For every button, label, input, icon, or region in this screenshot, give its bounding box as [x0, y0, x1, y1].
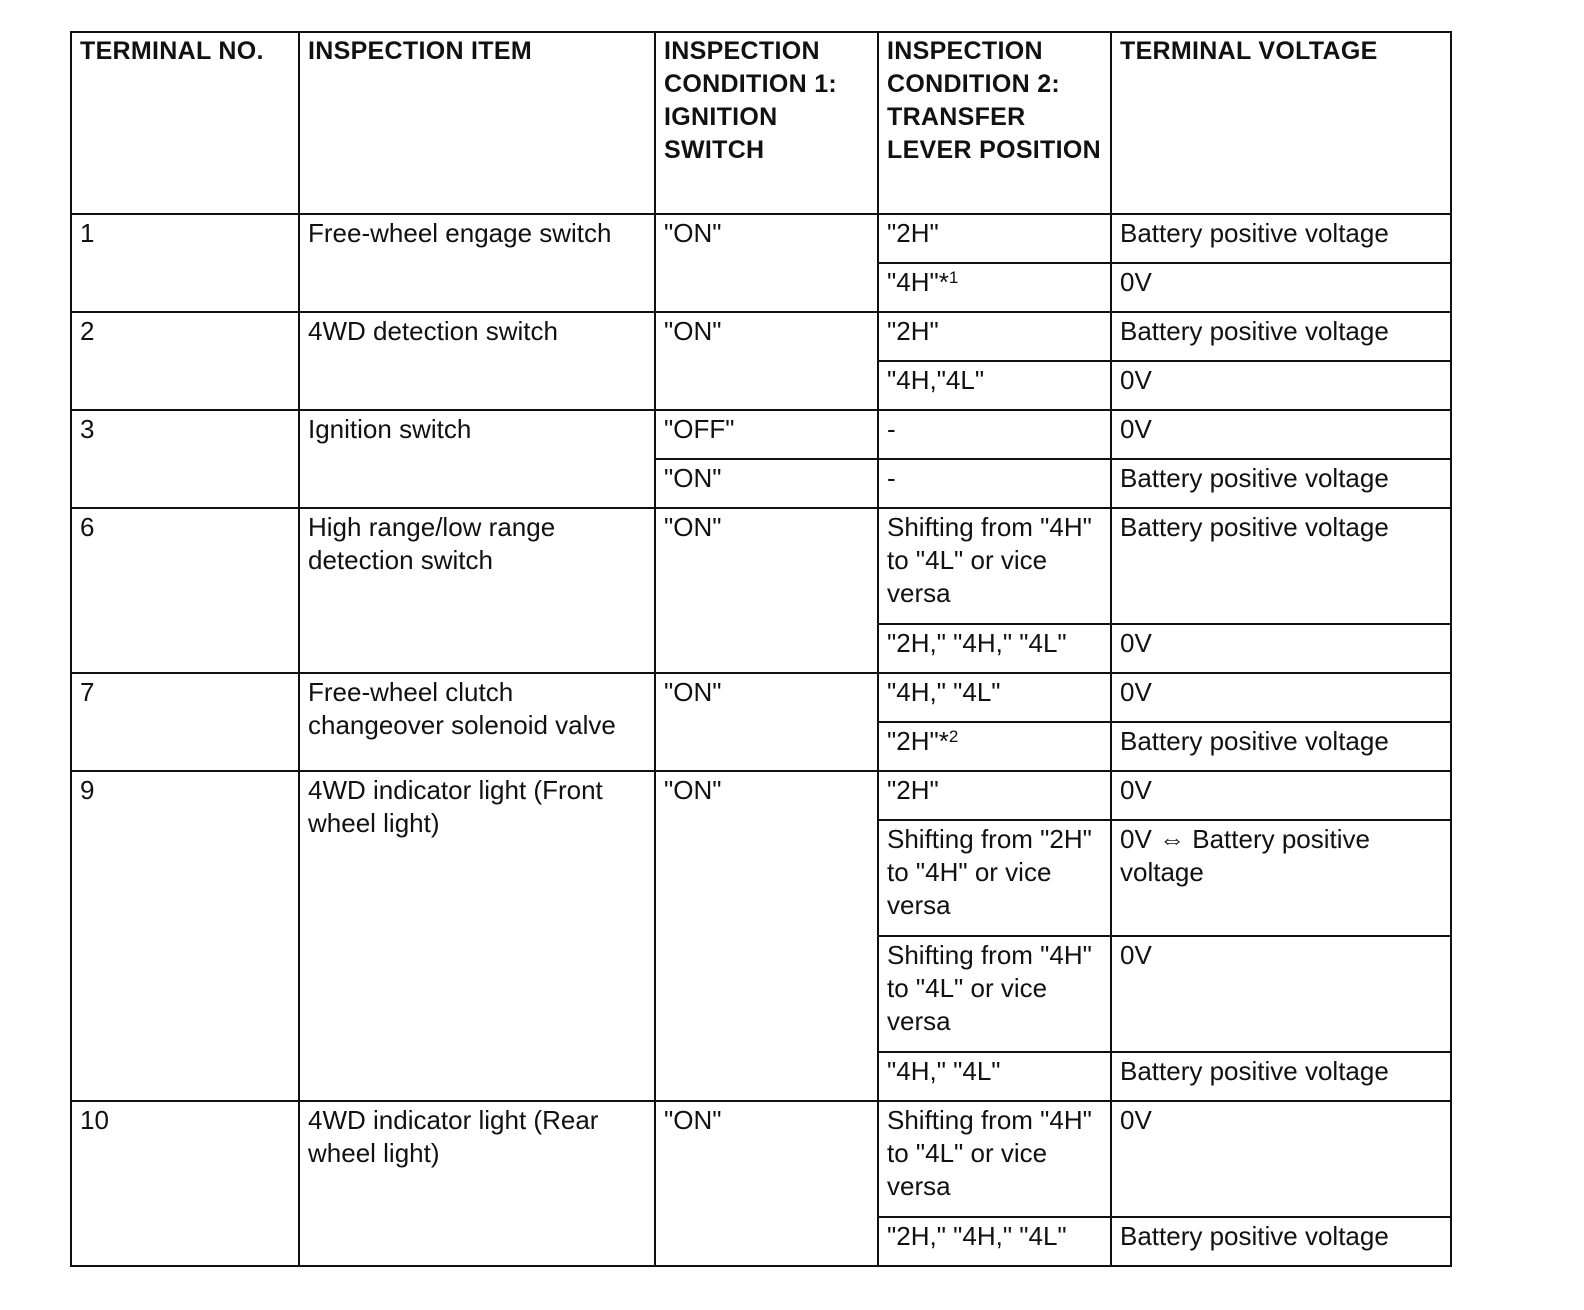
table-row: [71, 312, 1451, 361]
table-row: [71, 410, 1451, 459]
table-row: [71, 1101, 1451, 1217]
inspection-item-cell: 4WD indicator light (Rear wheel light): [299, 1101, 655, 1266]
terminal-voltage-cell: 0V: [1111, 771, 1451, 820]
header-terminal-no: TERMINAL NO.: [71, 32, 299, 214]
lever-position-cell: "2H," "4H," "4L": [878, 624, 1111, 673]
header-condition-2: INSPECTION CONDITION 2: TRANSFER LEVER POSITION: [878, 32, 1111, 214]
terminal-number-cell: 9: [71, 771, 299, 1101]
terminal-voltage-cell: Battery positive voltage: [1111, 214, 1451, 263]
terminal-voltage-cell: Battery positive voltage: [1111, 459, 1451, 508]
lever-position-text: "4H"*: [887, 267, 949, 297]
header-row: [71, 32, 1451, 214]
terminal-inspection-table: [70, 31, 1452, 1267]
ignition-condition-cell: "ON": [655, 214, 878, 312]
terminal-voltage-cell: 0V ⇔ Battery positive voltage: [1111, 820, 1451, 936]
terminal-voltage-cell: 0V: [1111, 263, 1451, 312]
ignition-condition-cell: "ON": [655, 508, 878, 673]
terminal-voltage-cell: 0V: [1111, 624, 1451, 673]
inspection-item-cell: 4WD detection switch: [299, 312, 655, 410]
terminal-voltage-cell: Battery positive voltage: [1111, 508, 1451, 624]
terminal-voltage-cell: Battery positive voltage: [1111, 1217, 1451, 1266]
lever-position-cell: "4H,"4L": [878, 361, 1111, 410]
terminal-number-cell: 6: [71, 508, 299, 673]
document-sheet: [70, 31, 1450, 1267]
header-condition-1: INSPECTION CONDITION 1: IGNITION SWITCH: [655, 32, 878, 214]
lever-position-cell: Shifting from "4H" to "4L" or vice versa: [878, 1101, 1111, 1217]
lever-position-cell: "2H," "4H," "4L": [878, 1217, 1111, 1266]
ignition-condition-cell: "OFF": [655, 410, 878, 459]
inspection-item-cell: 4WD indicator light (Front wheel light): [299, 771, 655, 1101]
terminal-voltage-cell: 0V: [1111, 361, 1451, 410]
terminal-voltage-cell: Battery positive voltage: [1111, 1052, 1451, 1101]
lever-position-cell: Shifting from "4H" to "4L" or vice versa: [878, 936, 1111, 1052]
terminal-voltage-cell: 0V: [1111, 1101, 1451, 1217]
inspection-item-cell: Ignition switch: [299, 410, 655, 508]
terminal-voltage-cell: Battery positive voltage: [1111, 722, 1451, 771]
lever-position-cell: [878, 722, 1111, 771]
terminal-number-cell: 3: [71, 410, 299, 508]
terminal-number-cell: 7: [71, 673, 299, 771]
footnote-marker: 2: [948, 727, 959, 746]
ignition-condition-cell: "ON": [655, 771, 878, 1101]
table-row: [71, 771, 1451, 820]
lever-position-cell: "2H": [878, 214, 1111, 263]
terminal-voltage-cell: 0V: [1111, 936, 1451, 1052]
terminal-voltage-cell: Battery positive voltage: [1111, 312, 1451, 361]
inspection-item-cell: Free-wheel engage switch: [299, 214, 655, 312]
terminal-number-cell: 10: [71, 1101, 299, 1266]
lever-position-cell: Shifting from "2H" to "4H" or vice versa: [878, 820, 1111, 936]
terminal-voltage-cell: 0V: [1111, 410, 1451, 459]
ignition-condition-cell: "ON": [655, 1101, 878, 1266]
terminal-number-cell: 2: [71, 312, 299, 410]
terminal-voltage-cell: 0V: [1111, 673, 1451, 722]
lever-position-cell: "2H": [878, 312, 1111, 361]
lever-position-cell: [878, 263, 1111, 312]
inspection-item-cell: High range/low range detection switch: [299, 508, 655, 673]
table-row: [71, 214, 1451, 263]
inspection-item-cell: Free-wheel clutch changeover solenoid valve: [299, 673, 655, 771]
lever-position-cell: -: [878, 410, 1111, 459]
lever-position-text: "2H"*: [887, 726, 949, 756]
header-inspection-item: INSPECTION ITEM: [299, 32, 655, 214]
ignition-condition-cell: "ON": [655, 312, 878, 410]
lever-position-cell: Shifting from "4H" to "4L" or vice versa: [878, 508, 1111, 624]
table-row: [71, 508, 1451, 624]
ignition-condition-cell: "ON": [655, 459, 878, 508]
terminal-number-cell: 1: [71, 214, 299, 312]
table-row: [71, 673, 1451, 722]
ignition-condition-cell: "ON": [655, 673, 878, 771]
lever-position-cell: "4H," "4L": [878, 673, 1111, 722]
lever-position-cell: "4H," "4L": [878, 1052, 1111, 1101]
lever-position-cell: -: [878, 459, 1111, 508]
header-terminal-voltage: TERMINAL VOLTAGE: [1111, 32, 1451, 214]
lever-position-cell: "2H": [878, 771, 1111, 820]
footnote-marker: 1: [948, 268, 959, 287]
